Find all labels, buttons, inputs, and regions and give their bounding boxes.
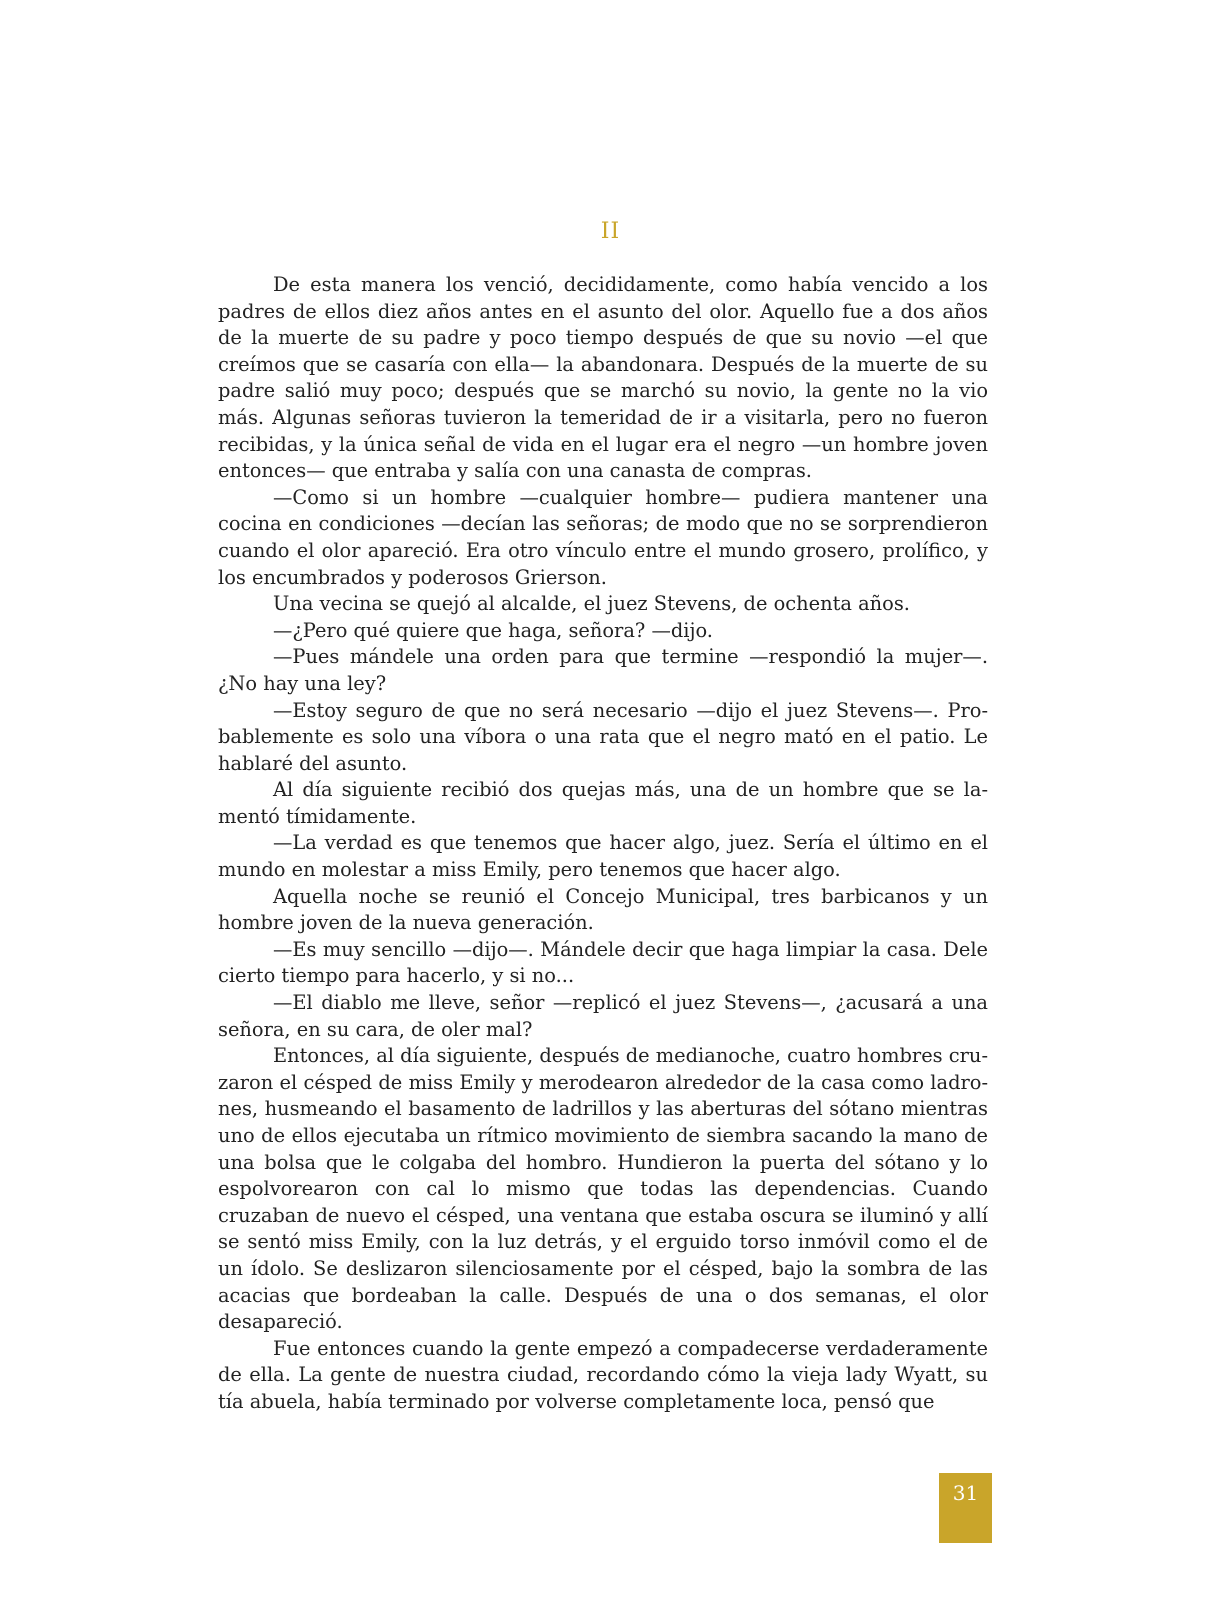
paragraph: —Es muy sencillo —dijo—. Mándele decir que haga limpiar la casa. Dele cierto tiempo para hacerlo, y si no... <box>218 937 988 988</box>
paragraph: Fue entonces cuando la gente empezó a compadecerse verdaderamente de ella. La gente de nuestra ciudad, recordando cómo la vieja lady Wyatt, su tía abuela, había terminado por volverse completamente loca, pensó que <box>218 1336 988 1413</box>
paragraph: —¿Pero qué quiere que haga, señora? —dijo. <box>273 618 713 642</box>
paragraph: —Como si un hombre —cualquier hombre— pudiera mantener una cocina en condiciones —decían las señoras; de modo que no se sorprendieron cuando el olor apareció. Era otro vínculo entre el mundo grosero, prolífico, y los encumbrados y poderosos Grierson. <box>218 485 988 589</box>
page-number-badge <box>939 1473 992 1543</box>
body-text <box>218 272 988 1416</box>
paragraph: Al día siguiente recibió dos quejas más, una de un hombre que se lamentó tímidamente. <box>218 778 988 828</box>
paragraph: —Estoy seguro de que no será necesario —dijo el juez Stevens—. Probablemente es solo una víbora o una rata que el negro mató en el patio. Le hablaré del asunto. <box>218 698 988 775</box>
chapter-heading: II <box>600 219 621 244</box>
paragraph: —El diablo me lleve, señor —replicó el juez Stevens—, ¿acusará a una señora, en su cara, de oler mal? <box>218 991 988 1041</box>
page-number: 31 <box>952 1481 979 1505</box>
paragraph: —La verdad es que tenemos que hacer algo, juez. Sería el último en el mundo en molestar a miss Emily, pero tenemos que hacer algo. <box>218 831 988 882</box>
paragraph: De esta manera los venció, decididamente, como había vencido a los padres de ellos diez años antes en el asunto del olor. Aquello fue a dos años de la muerte de su padre y poco tiempo después de que su novio —el que creímos que se casaría con ella— la abandonara. Después de la muerte de su padre salió muy poco; después que se marchó su novio, la gente no la vio más. Algunas señoras tuvieron la temeridad de ir a visitarla, pero no fueron recibidas, y la única señal de vida en el lugar era el negro —un hombre joven entonces— que entraba y salía con una canasta de compras. <box>218 273 988 483</box>
paragraph: Aquella noche se reunió el Concejo Municipal, tres barbicanos y un hombre joven de la nueva generación. <box>218 884 988 935</box>
paragraph: Entonces, al día siguiente, después de medianoche, cuatro hombres cruzaron el césped de miss Emily y merodearon alrededor de la casa como ladrones, husmeando el basamento de ladrillos y las aberturas del sótano mientras uno de ellos ejecutaba un rítmico movimiento de siembra sacando la mano de una bolsa que le colgaba del hombro. Hundieron la puerta del sótano y lo espolvorearon con cal lo mismo que todas las dependencias. Cuando cruzaban de nuevo el césped, una ventana que estaba oscura se iluminó y allí se sentó miss Emily, con la luz detrás, y el erguido torso inmóvil como el de un ídolo. Se deslizaron silenciosamente por el césped, bajo la sombra de las acacias que bordeaban la calle. Después de una o dos semanas, el olor desapareció. <box>218 1044 988 1334</box>
paragraph: Una vecina se quejó al alcalde, el juez Stevens, de ochenta años. <box>273 592 910 616</box>
paragraph: —Pues mándele una orden para que termine —respondió la mujer—. ¿No hay una ley? <box>218 645 988 695</box>
